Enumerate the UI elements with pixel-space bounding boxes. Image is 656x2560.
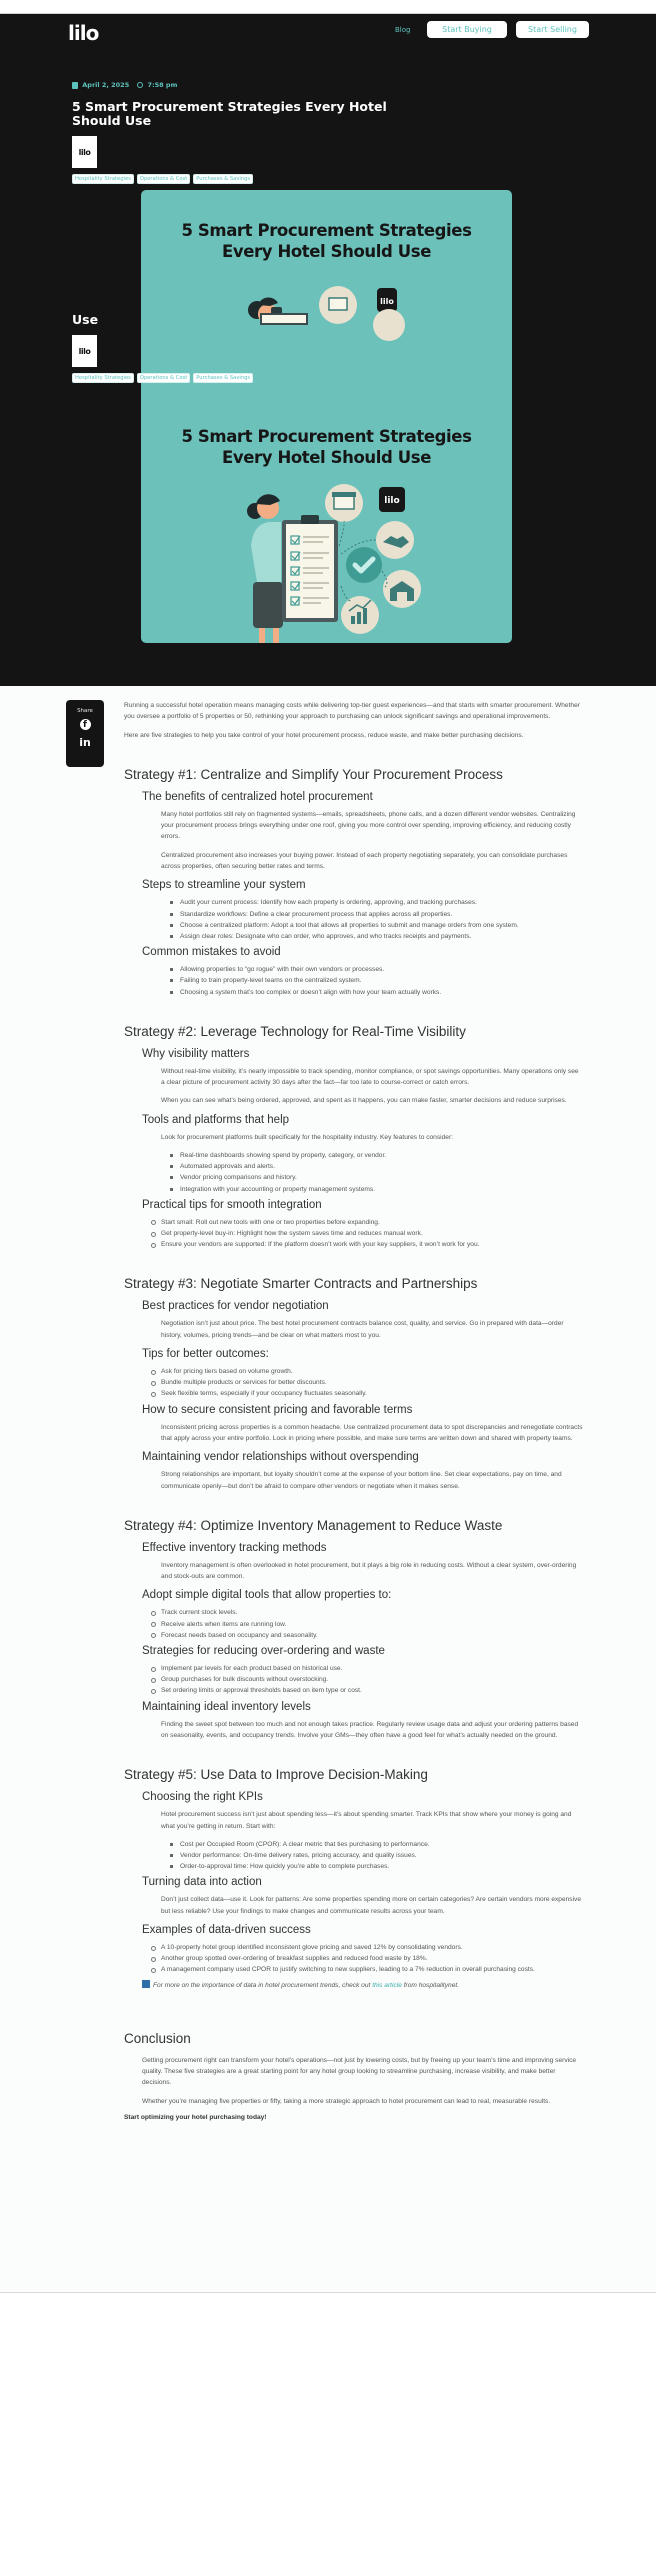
calendar-icon (72, 82, 78, 89)
list-item: Get property-level buy-in: Highlight how the system saves time and reduces manual work. (161, 1228, 584, 1239)
tag-operations-cost[interactable]: Operations & Cost (137, 373, 190, 383)
cta-text: Start optimizing your hotel purchasing today! (124, 2113, 267, 2121)
hero-render-b (0, 312, 656, 686)
list-item: Track current stock levels. (161, 1607, 584, 1618)
article-content (124, 700, 584, 2121)
list-item: Audit your current process: Identify how each property is ordering, approving, and tracking purchases. (180, 897, 584, 908)
list-item: Assign clear roles: Designate who can order, who approves, and who tracks receipts and payments. (180, 931, 584, 942)
paragraph: Many hotel portfolios still rely on fragmented systems—emails, spreadsheets, phone calls, and a dozen different vendor websites. Centralizing your procurement process brings everything under one roof, giving you more control over spending, improving efficiency, and reducing costly errors. (161, 810, 576, 841)
s4-reduce-heading: Strategies for reducing over-ordering and waste (142, 1645, 385, 1657)
share-label: Share (77, 708, 93, 714)
s1-steps-heading: Steps to streamline your system (142, 879, 306, 892)
paragraph: When you can see what’s being ordered, approved, and spent as it happens, you can make faster, smarter decisions and reduce surprises. (161, 1097, 567, 1105)
s2-why-heading: Why visibility matters (142, 1047, 250, 1060)
note-text-end: from hospitalitynet. (401, 1981, 460, 1989)
top-border (0, 0, 656, 14)
list-item: Receive alerts when items are running low. (161, 1619, 584, 1630)
facebook-icon[interactable]: f (80, 719, 91, 730)
page-title-fragment: Use (72, 312, 99, 327)
s3-maintain-heading: Maintaining vendor relationships without overspending (142, 1451, 419, 1464)
clipboard-clip (301, 515, 319, 524)
list-item: Integration with your accounting or property management systems. (180, 1184, 584, 1195)
hero-section (0, 14, 656, 686)
list-item: Implement par levels for each product based on historical use. (161, 1663, 584, 1674)
paragraph: Don’t just collect data—use it. Look for patterns: Are some properties spending more on certain categories? Are certain vendors more expensive but less reliable? Use your findings to make changes and communicate results across your team. (161, 1896, 582, 1915)
paragraph: Strong relationships are important, but loyalty shouldn’t come at the expense of your bottom line. Set clear expectations, pay on time, and communicate openly—but don’t be afraid to compare other vendors or negotiate when it makes sense. (161, 1471, 562, 1490)
woman-skirt (253, 582, 283, 628)
woman-torso (251, 522, 281, 582)
s1-mistakes-heading: Common mistakes to avoid (142, 946, 281, 959)
list-item: A 10-property hotel group identified inconsistent glove pricing and saved 12% by consolidating vendors. (161, 1942, 584, 1953)
list-item: Group purchases for bulk discounts without overstocking. (161, 1674, 584, 1685)
tag-purchases-savings[interactable]: Purchases & Savings (193, 174, 253, 184)
share-box (66, 700, 104, 767)
intro-paragraph: Here are five strategies to help you take control of your hotel procurement process, reduce waste, and make better purchasing decisions. (124, 731, 524, 739)
s2-features-list (180, 1150, 584, 1195)
paragraph: Inconsistent pricing across properties is a common headache. Use centralized procurement data to spot discrepancies and renegotiate contracts that apply across your entire portfolio. Lock in pricing where possible, and make sure terms are written down and shared with property teams. (161, 1423, 583, 1442)
s2-tips-heading: Practical tips for smooth integration (142, 1198, 322, 1211)
post-date: April 2, 2025 (82, 81, 130, 89)
list-item: Vendor performance: On-time delivery rates, pricing accuracy, and quality issues. (180, 1850, 584, 1861)
strategy-1-heading: Strategy #1: Centralize and Simplify Your Procurement Process (124, 766, 503, 782)
list-item: Standardize workflows: Define a clear procurement process that applies across all properties. (180, 909, 584, 920)
strategy-2-heading: Strategy #2: Leverage Technology for Real-Time Visibility (124, 1023, 466, 1039)
strategy-3-heading: Strategy #3: Negotiate Smarter Contracts and Partnerships (124, 1276, 478, 1292)
hero-image-title-line2: Every Hotel Should Use (221, 448, 431, 467)
hero-image-title-line1: 5 Smart Procurement Strategies (181, 427, 472, 446)
s1-steps-list (180, 897, 584, 942)
list-item: Seek flexible terms, especially if your occupancy fluctuates seasonally. (161, 1388, 584, 1399)
linkedin-icon[interactable]: in (79, 736, 91, 749)
clock-icon (137, 82, 143, 88)
tag-operations-cost[interactable]: Operations & Cost (137, 174, 190, 184)
s4-track-heading: Effective inventory tracking methods (142, 1541, 327, 1554)
list-item: Allowing properties to “go rogue” with their own vendors or processes. (180, 964, 584, 975)
hero-image-title-line2: Every Hotel Should Use (221, 242, 431, 261)
s3-tips-heading: Tips for better outcomes: (142, 1348, 269, 1360)
s3-secure-heading: How to secure consistent pricing and favorable terms (142, 1403, 413, 1416)
list-item: Cost per Occupied Room (CPOR): A clear metric that ties purchasing to performance. (180, 1839, 584, 1850)
paragraph: Getting procurement right can transform your hotel’s operations—not just by lowering costs, but by freeing up your team’s time and improving service quality. These five strategies are a great starting point for any hotel group looking to streamline purchasing, increase visibility, and make better decisions. (142, 2056, 577, 2087)
strategy-5-heading: Strategy #5: Use Data to Improve Decision-Making (124, 1767, 428, 1783)
list-item: Ensure your vendors are supported: If the platform doesn’t work with your key suppliers, it won’t work for you. (161, 1239, 584, 1250)
s1-benefits-heading: The benefits of centralized hotel procurement (142, 790, 373, 803)
paragraph: Negotiation isn’t just about price. The best hotel procurement contracts balance cost, quality, and service. Go in prepared with data—order history, volumes, pricing trends—and be clear on what matters most to you. (161, 1320, 564, 1339)
article-link[interactable]: this article (372, 1981, 402, 1989)
conclusion-heading: Conclusion (124, 2030, 191, 2046)
procurement-illustration (141, 396, 512, 643)
intro-paragraph: Running a successful hotel operation means managing costs while delivering top-tier guest experiences—and that starts with smarter procurement. Whether you oversee a portfolio of 5 properties or 50, rethinking your approach to purchasing can unlock significant savings and operational improvements. (124, 702, 580, 721)
lilo-badge-text: lilo (380, 297, 394, 306)
s5-kpi-list (180, 1839, 584, 1873)
tag-hospitality-strategies[interactable]: Hospitality Strategies (72, 373, 134, 383)
site-logo[interactable]: lilo (68, 21, 99, 45)
reference-note (142, 1980, 584, 1991)
list-item: Vendor pricing comparisons and history. (180, 1172, 584, 1183)
s2-tips-list (161, 1217, 584, 1251)
tag-hospitality-strategies[interactable]: Hospitality Strategies (72, 174, 134, 184)
book-icon (142, 1980, 150, 1988)
paragraph: Whether you’re managing five properties or fifty, taking a more strategic approach to hotel procurement can lead to real, measurable results. (142, 2097, 551, 2105)
paragraph: Inventory management is often overlooked in hotel procurement, but it plays a big role in reducing costs. Without a clear system, over-ordering and stock-outs are common. (161, 1561, 577, 1581)
start-selling-button[interactable]: Start Selling (516, 21, 589, 38)
tag-list (72, 174, 253, 184)
post-meta (72, 81, 177, 89)
s1-mistakes-list (180, 964, 584, 998)
hero-image (141, 396, 512, 643)
s4-reduce-list (161, 1663, 584, 1697)
tag-list (72, 373, 253, 383)
paragraph: Hotel procurement success isn’t just about spending less—it’s about spending smarter. Track KPIs that show where your money is going and what you’re getting in return. Start with: (161, 1811, 572, 1830)
s3-tips-list (161, 1366, 584, 1400)
s5-kpi-heading: Choosing the right KPIs (142, 1791, 263, 1804)
list-item: Choosing a system that’s too complex or doesn’t align with how your team actually works. (180, 987, 584, 998)
list-item: Forecast needs based on occupancy and seasonality. (161, 1630, 584, 1641)
nav-blog-link[interactable]: Blog (395, 26, 411, 34)
paragraph: Without real-time visibility, it’s nearly impossible to track spending, monitor compliance, or spot savings opportunities. Many operations only see a clear picture of procurement activity 30 days after the fact—far too late to course-correct or catch errors. (161, 1067, 579, 1087)
list-item: Automated approvals and alerts. (180, 1161, 584, 1172)
list-item: Set ordering limits or approval thresholds based on item type or cost. (161, 1685, 584, 1696)
strategy-4-heading: Strategy #4: Optimize Inventory Management to Reduce Waste (124, 1517, 503, 1533)
s5-examples-heading: Examples of data-driven success (142, 1924, 311, 1936)
list-item: Failing to train property-level teams on the centralized system. (180, 975, 584, 986)
paragraph: Finding the sweet spot between too much and not enough takes practice. Regularly review usage data and adjust your ordering patterns based on seasonality, events, and occupancy trends. Involve your GMs—they often have a good feel for what’s actually needed on the ground. (161, 1720, 579, 1739)
page-title: 5 Smart Procurement Strategies Every Hotel Should Use (72, 99, 387, 128)
hero-render-a (0, 14, 656, 327)
s4-adopt-heading: Adopt simple digital tools that allow properties to: (142, 1589, 392, 1602)
s2-tools-heading: Tools and platforms that help (142, 1113, 290, 1126)
list-item: Ask for pricing tiers based on volume growth. (161, 1366, 584, 1377)
paragraph: Centralized procurement also increases your buying power. Instead of each property negotiating separately, you can consolidate purchases across properties, often securing better rates and terms. (161, 851, 568, 871)
list-item: Another group spotted over-ordering of breakfast supplies and reduced food waste by 18%. (161, 1953, 584, 1964)
s5-action-heading: Turning data into action (142, 1876, 262, 1889)
author-avatar[interactable]: lilo (72, 136, 97, 168)
list-item: Bundle multiple products or services for better discounts. (161, 1377, 584, 1388)
s4-adopt-list (161, 1607, 584, 1641)
s4-ideal-heading: Maintaining ideal inventory levels (142, 1700, 311, 1713)
list-item: A management company used CPOR to justify switching to new suppliers, leading to a 7% reduction in overall purchasing costs. (161, 1964, 584, 1975)
s3-best-heading: Best practices for vendor negotiation (142, 1300, 329, 1313)
footer-divider (0, 2292, 656, 2293)
list-item: Real-time dashboards showing spend by property, category, or vendor. (180, 1150, 584, 1161)
tag-purchases-savings[interactable]: Purchases & Savings (193, 373, 253, 383)
paragraph: Look for procurement platforms built specifically for the hospitality industry. Key features to consider: (161, 1133, 453, 1141)
lilo-badge-text: lilo (384, 496, 400, 506)
list-item: Start small: Roll out new tools with one or two properties before expanding. (161, 1217, 584, 1228)
article-body (0, 686, 656, 2292)
list-item: Choose a centralized platform: Adopt a tool that allows all properties to submit and manage orders from one system. (180, 920, 584, 931)
author-avatar[interactable]: lilo (72, 335, 97, 367)
hero-image-title-line1: 5 Smart Procurement Strategies (181, 221, 472, 240)
start-buying-button[interactable]: Start Buying (427, 21, 507, 38)
list-item: Order-to-approval time: How quickly you’re able to complete purchases. (180, 1861, 584, 1872)
post-time: 7:58 pm (147, 81, 178, 89)
s5-examples-list (161, 1942, 584, 1976)
note-text: For more on the importance of data in hotel procurement trends, check out (153, 1981, 373, 1989)
